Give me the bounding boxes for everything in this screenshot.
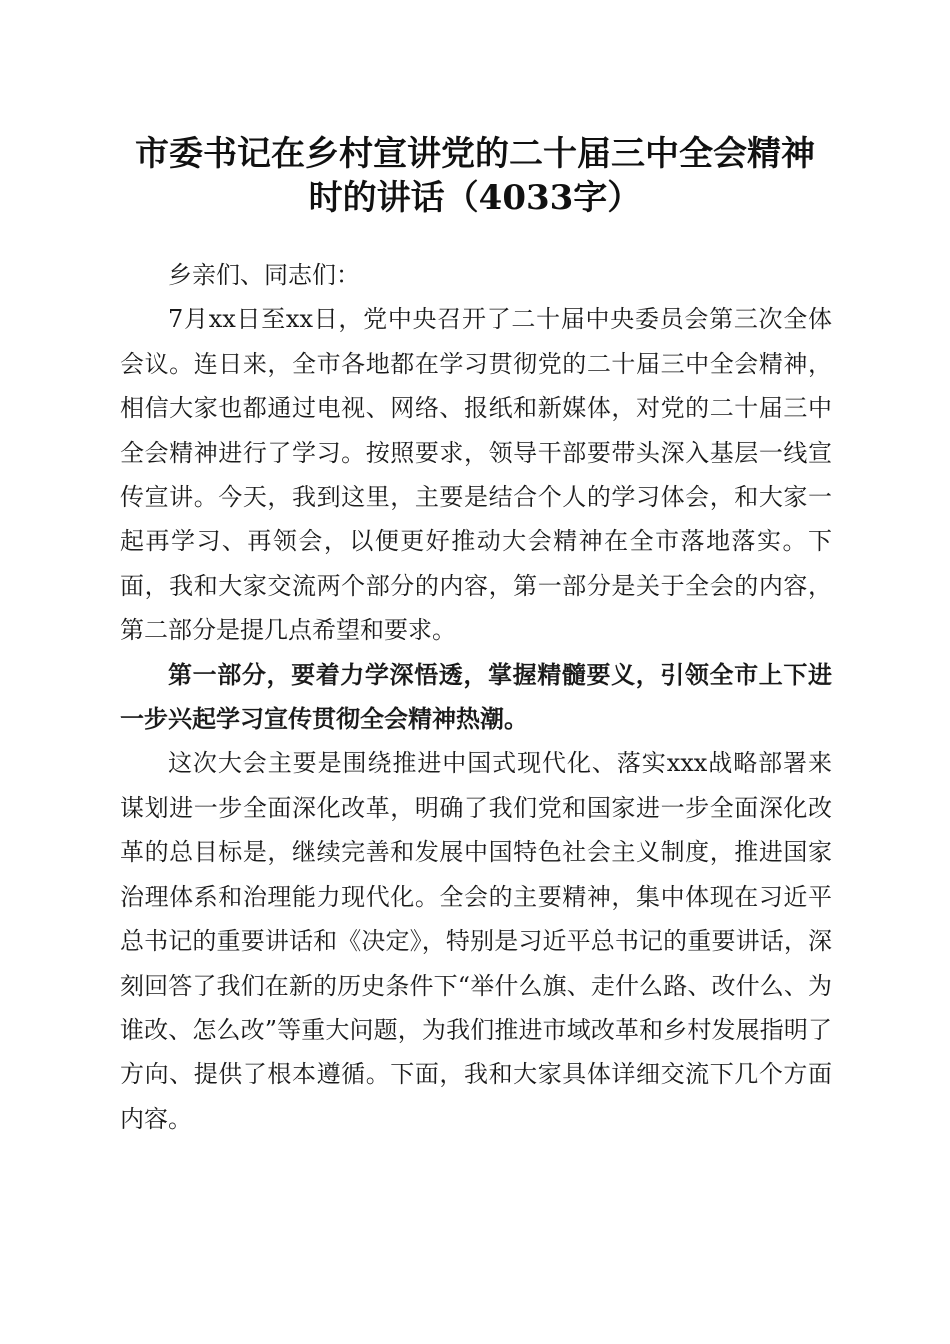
paragraph-content: 这次大会主要是围绕推进中国式现代化、落实xxx战略部署来谋划进一步全面深化改革，明确了我们党和国家进一步全面深化改革的总目标是，继续完善和发展中国特色社会主义制度，推进国家治理体系和治理能力现代化。全会的主要精神，集中体现在习近平总书记的重要讲话和《决定》，特别是习近平总书记的重要讲话，深刻回答了我们在新的历史条件下“举什么旗、走什么路、改什么、为谁改、怎么改”等重大问题，为我们推进市域改革和乡村发展指明了方向、提供了根本遵循。下面，我和大家具体详细交流下几个方面内容。: [120, 749, 832, 1133]
document-title: [100, 132, 850, 220]
paragraph-intro: 7月xx日至xx日，党中央召开了二十届中央委员会第三次全体会议。连日来，全市各地都在学习贯彻党的二十届三中全会精神，相信大家也都通过电视、网络、报纸和新媒体，对党的二十届三中全会精神进行了学习。按照要求，领导干部要带头深入基层一线宣传宣讲。今天，我到这里，主要是结合个人的学习体会，和大家一起再学习、再领会，以便更好推动大会精神在全市落地落实。下面，我和大家交流两个部分的内容，第一部分是关于全会的内容，第二部分是提几点希望和要求。: [120, 305, 832, 645]
title-line-1: 市委书记在乡村宣讲党的二十届三中全会精神: [135, 134, 815, 174]
document-body: [120, 253, 832, 1141]
paragraph-salutation: 乡亲们、同志们：: [168, 261, 360, 289]
paragraph-section-heading: 第一部分，要着力学深悟透，掌握精髓要义，引领全市上下进一步兴起学习宣传贯彻全会精神热潮。: [120, 659, 832, 734]
title-line-2: 时的讲话（4033字）: [308, 178, 642, 218]
